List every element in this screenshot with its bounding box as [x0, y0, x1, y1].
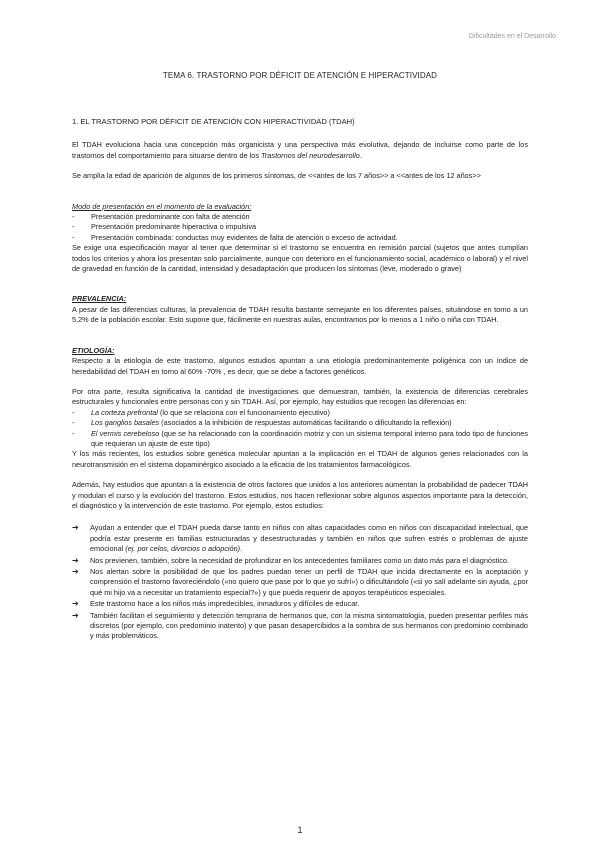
arrow-icon: ➔	[72, 523, 79, 533]
list-item: ➔ Nos alertan sobre la posibilidad de que los padres puedan tener un perfil de TDAH que incida directamente en la aceptación y comprensión el trastorno favoreciéndolo («no quiero que pase por lo que yo sufrí») o dificultándolo («si yo salí adelante sin ayuda, ¿por qué mi hijo va a necesitar un tratamiento especial?») y que pueda requerir de apoyos terapéuticos especiales.	[72, 567, 528, 597]
arrow-icon: ➔	[72, 610, 79, 620]
paragraph: Por otra parte, resulta significativa la cantidad de investigaciones que demuestran, también, la existencia de diferencias cerebrales estructurales y funcionales entre personas con y sin TDAH. Así, por ejemplo, hay estudios que recogen las diferencias en:	[72, 386, 528, 407]
presentation-list	[72, 212, 528, 243]
arrow-icon: ➔	[72, 555, 79, 565]
paragraph: Se amplía la edad de aparición de algunos de los primeros síntomas, de <<antes de los 7 años>> a <<antes de los 12 años>>	[72, 171, 481, 181]
page-number: 1	[297, 825, 303, 835]
list-item: - Presentación predominante hiperactiva o impulsiva	[72, 222, 257, 232]
document-body	[72, 117, 528, 643]
list-item: - Presentación predominante con falta de atención	[72, 212, 250, 222]
presentation-label: Modo de presentación en el momento de la evaluación:	[72, 201, 252, 211]
paragraph: A pesar de las diferencias culturas, la prevalencia de TDAH resulta bastante semejante en los diferentes países, situándose en torno a un 5,2% de la población escolar. Esto supone que, fácilmente en nuestras aulas, encontramos por lo menos a 1 niño o niña con TDAH.	[72, 304, 528, 325]
running-header: Dificultades en el Desarrollo	[468, 33, 556, 40]
studies-list	[72, 523, 528, 641]
paragraph: Además, hay estudios que apuntan a la existencia de otros factores que unidos a los anteriores aumentan la probabilidad de padecer TDAH y modulan el curso y la evolución del trastorno. Estos estudios, nos hacen reflexionar sobre algunos aspectos importante para la detección, el diagnóstico y la intervención de este trastorno. Por ejemplo, estos estudios:	[72, 480, 528, 510]
etiology-label: ETIOLOGÍA:	[72, 345, 115, 355]
list-item: - El vermis cerebeloso (que se ha relacionado con la coordinación motriz y con un sistema temporal interno para todo tipo de funciones que requieran un ajuste de este tipo)	[72, 428, 528, 448]
section-heading: 1. EL TRASTORNO POR DÉFICIT DE ATENCIÓN CON HIPERACTIVIDAD (TDAH)	[72, 117, 355, 126]
document-title: TEMA 6. TRASTORNO POR DÉFICIT DE ATENCIÓN E HIPERACTIVIDAD	[162, 71, 438, 80]
prevalence-label: PREVALENCIA:	[72, 294, 127, 304]
list-item: - Los ganglios basales (asociados a la inhibición de respuestas automáticas facilitando o dificultando la reflexión)	[72, 418, 452, 428]
paragraph: Respecto a la etiología de este trastorno, algunos estudios apuntan a una etiología predominantemente poligénica con un índice de heredabilidad del TDAH en torno al 60% -70% , es decir, que se debe a factores genéticos.	[72, 356, 528, 376]
list-item: - Presentación combinada: conductas muy evidentes de falta de atención o exceso de actividad.	[72, 232, 398, 242]
arrow-icon: ➔	[72, 599, 79, 609]
arrow-icon: ➔	[72, 567, 79, 576]
list-item: ➔ Este trastorno hace a los niños más impredecibles, inmaduros y difíciles de educar.	[72, 599, 360, 609]
list-item: ➔ Ayudan a entender que el TDAH pueda darse tanto en niños con altas capacidades como en niños con discapacidad intelectual, que podría estar presente en familias estructuradas y desestructuradas y también en niños que sufren estrés o problemas de ajuste emocional (ej. por celos, divorcios o adopción).	[72, 523, 528, 554]
brain-differences-list	[72, 408, 528, 450]
list-item: ➔ También facilitan el seguimiento y detección temprana de hermanos que, con la misma sintomatología, pueden presentar perfiles más discretos (por ejemplo, con predominio inatento) y que pasan desapercibidos a la sombra de sus hermanos con predominio combinado y más problemáticos.	[72, 610, 528, 641]
list-item: - La corteza prefrontal (lo que se relaciona con el funcionamiento ejecutivo)	[72, 407, 330, 417]
emphasis: Trastornos del neurodesarrollo	[261, 150, 360, 160]
paragraph: Se exige una especificación mayor al tener que determinar si el trastorno se encuentra en remisión parcial (sujetos que antes cumplían todos los criterios y ahora los presentan solo parcialmente, aunque con deterioro en el funcionamiento social, académico o laboral) y el nivel de gravedad en función de la cantidad, intensidad y desadaptación que producen los síntomas (leve, moderado o grave)	[72, 243, 528, 274]
paragraph: El TDAH evoluciona hacia una concepción más organicista y una perspectiva más evolutiva, dejando de incluirse como parte de los trastornos del comportamiento para situarse dentro de los Trastornos del neurodesarrollo.	[72, 140, 528, 160]
list-item: ➔ Nos previenen, también, sobre la necesidad de profundizar en los antecedentes familiares como un dato más para el diagnóstico.	[72, 555, 510, 565]
paragraph: Y los más recientes, los estudios sobre genética molecular apuntan a la implicación en el TDAH de algunos genes relacionados con la neurotransmisión en el sistema dopaminérgico asociado a la eficacia de los tratamientos farmacológicos.	[72, 449, 528, 469]
